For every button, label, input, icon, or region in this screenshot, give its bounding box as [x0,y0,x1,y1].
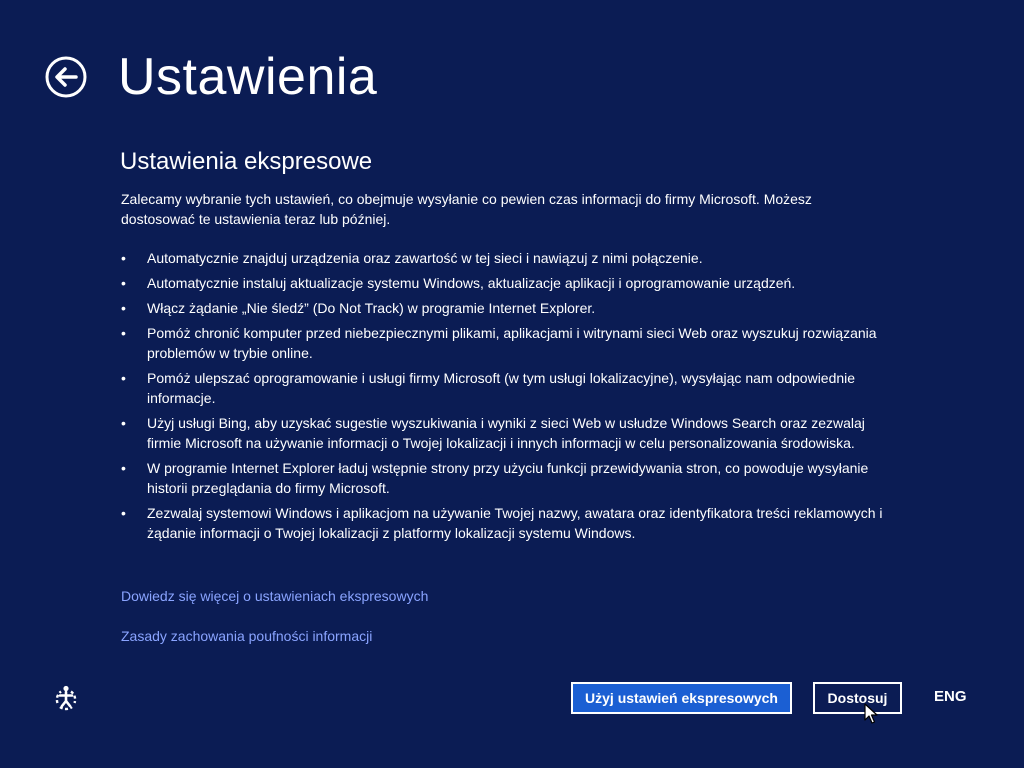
back-button[interactable] [45,56,87,98]
intro-text: Zalecamy wybranie tych ustawień, co obejmuje wysyłanie co pewien czas informacji do firmy Microsoft. Możesz dostosować te ustawienia teraz lub później. [121,191,812,227]
bullet-icon: • [121,370,126,386]
mouse-pointer-icon [864,703,878,725]
settings-list [121,248,891,548]
list-item-text: Pomóż ulepszać oprogramowanie i usługi firmy Microsoft (w tym usługi lokalizacyjne), wysyłając nam odpowiednie informacje. [147,370,856,406]
list-item-text: Pomóż chronić komputer przed niebezpiecznymi plikami, aplikacjami i witrynami sieci Web oraz wyszukuj rozwiązania problemów w trybie online. [147,325,877,361]
list-item [121,458,891,498]
ease-of-access-icon [52,684,80,712]
bullet-icon: • [121,250,126,266]
customize-button[interactable]: Dostosuj [813,682,902,714]
list-item [121,273,891,293]
list-item-text: W programie Internet Explorer ładuj wstępnie strony przy użyciu funkcji przewidywania stron, co powoduje wysyłanie historii przeglądania do firmy Microsoft. [147,460,869,496]
bullet-icon: • [121,325,126,341]
language-indicator[interactable]: ENG [934,688,967,705]
use-express-settings-button[interactable]: Użyj ustawień ekspresowych [571,682,792,714]
list-item-text: Włącz żądanie „Nie śledź” (Do Not Track) w programie Internet Explorer. [147,300,596,316]
bullet-icon: • [121,505,126,521]
list-item-text: Użyj usługi Bing, aby uzyskać sugestie wyszukiwania i wyniki z sieci Web w usłudze Windows Search oraz zezwalaj firmie Microsoft na używanie informacji o Twojej lokalizacji i innych informacji w celu personalizowania środowiska. [147,415,865,451]
list-item [121,298,891,318]
list-item [121,323,891,363]
list-item [121,503,891,543]
bullet-icon: • [121,460,126,476]
list-item [121,368,891,408]
list-item-text: Zezwalaj systemowi Windows i aplikacjom na używanie Twojej nazwy, awatara oraz identyfikatora treści reklamowych i żądanie informacji o Twojej lokalizacji z platformy lokalizacji systemu Windows. [147,505,883,541]
section-title: Ustawienia ekspresowe [120,148,373,175]
bullet-icon: • [121,275,126,291]
learn-more-link[interactable]: Dowiedz się więcej o ustawieniach ekspresowych [121,588,429,604]
list-item-text: Automatycznie znajduj urządzenia oraz zawartość w tej sieci i nawiązuj z nimi połączenie. [147,250,703,266]
list-item [121,248,891,268]
page-title: Ustawienia [118,48,378,106]
privacy-link[interactable]: Zasady zachowania poufności informacji [121,628,373,644]
list-item [121,413,891,453]
bullet-icon: • [121,300,126,316]
ease-of-access-button[interactable] [52,684,80,712]
bullet-icon: • [121,415,126,431]
back-arrow-circle-icon [45,56,87,98]
list-item-text: Automatycznie instaluj aktualizacje systemu Windows, aktualizacje aplikacji i oprogramowanie urządzeń. [147,275,796,291]
